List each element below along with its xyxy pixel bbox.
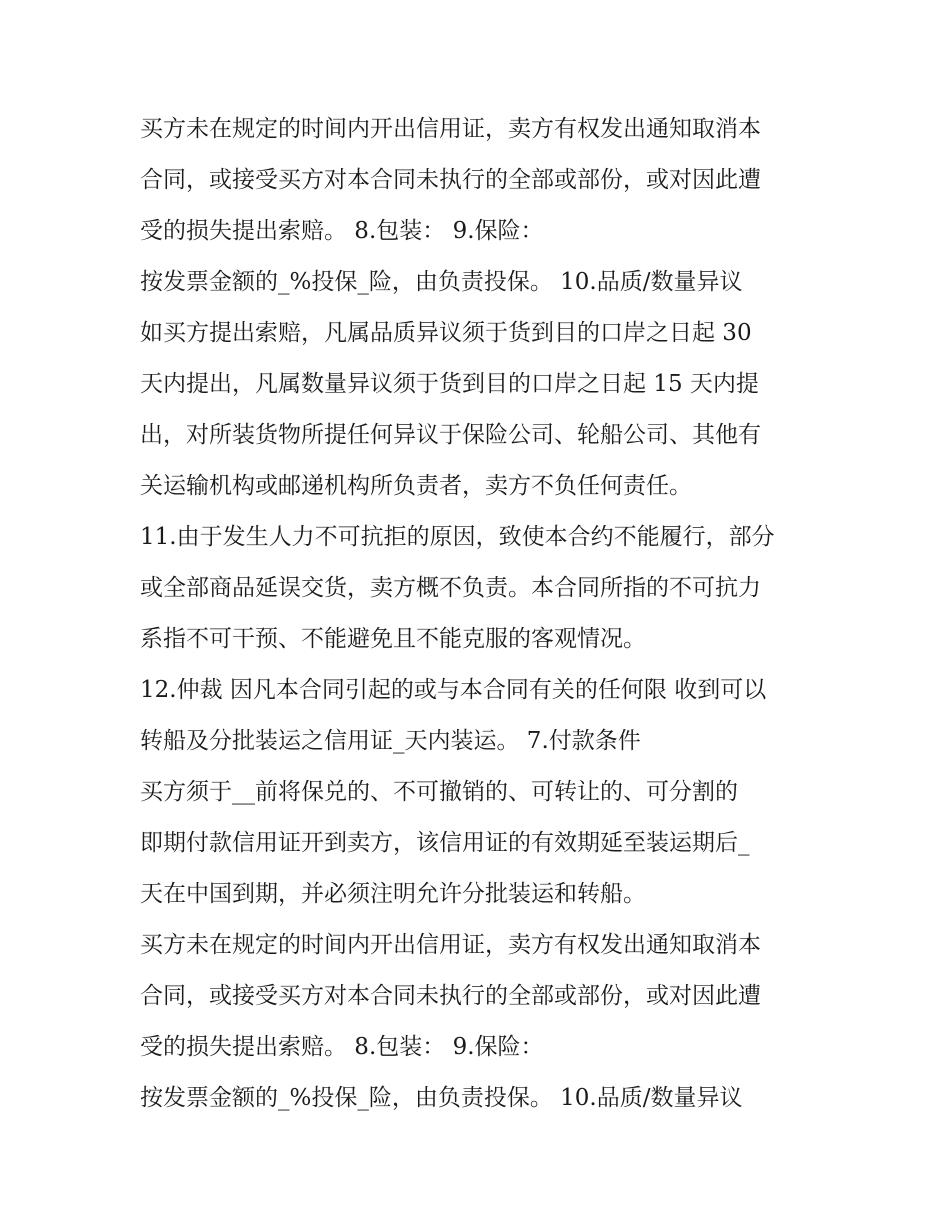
text-line: 买方须于__前将保兑的、不可撤销的、可转让的、可分割的 <box>140 779 738 805</box>
text-line: 按发票金额的_%投保_险，由负责投保。 10.品质/数量异议 <box>140 1085 743 1111</box>
text-line: 买方未在规定的时间内开出信用证，卖方有权发出通知取消本 <box>140 932 761 958</box>
text-line: 受的损失提出索赔。 8.包装： 9.保险： <box>140 218 544 244</box>
text-line: 如买方提出索赔，凡属品质异议须于货到目的口岸之日起 30 <box>140 320 752 346</box>
text-line: 系指不可干预、不能避免且不能克服的客观情况。 <box>140 626 646 652</box>
text-line: 或全部商品延误交货，卖方概不负责。本合同所指的不可抗力 <box>140 575 761 601</box>
text-line: 天内提出，凡属数量异议须于货到目的口岸之日起 15 天内提 <box>140 371 759 397</box>
text-line: 合同，或接受买方对本合同未执行的全部或部份，或对因此遭 <box>140 983 761 1009</box>
text-line: 11.由于发生人力不可抗拒的原因，致使本合约不能履行，部分 <box>140 524 775 550</box>
text-line: 受的损失提出索赔。 8.包装： 9.保险： <box>140 1034 544 1060</box>
text-line: 按发票金额的_%投保_险，由负责投保。 10.品质/数量异议 <box>140 269 743 295</box>
text-line: 转船及分批装运之信用证_天内装运。 7.付款条件 <box>140 728 641 754</box>
text-line: 12.仲裁 因凡本合同引起的或与本合同有关的任何限 收到可以 <box>140 677 767 703</box>
text-line: 即期付款信用证开到卖方，该信用证的有效期延至装运期后_ <box>140 830 750 856</box>
text-line: 合同，或接受买方对本合同未执行的全部或部份，或对因此遭 <box>140 167 761 193</box>
text-line: 天在中国到期，并必须注明允许分批装运和转船。 <box>140 881 646 907</box>
contract-text <box>140 104 820 1124</box>
text-line: 买方未在规定的时间内开出信用证，卖方有权发出通知取消本 <box>140 116 761 142</box>
text-line: 关运输机构或邮递机构所负责者，卖方不负任何责任。 <box>140 473 692 499</box>
text-line: 出，对所装货物所提任何异议于保险公司、轮船公司、其他有 <box>140 422 761 448</box>
